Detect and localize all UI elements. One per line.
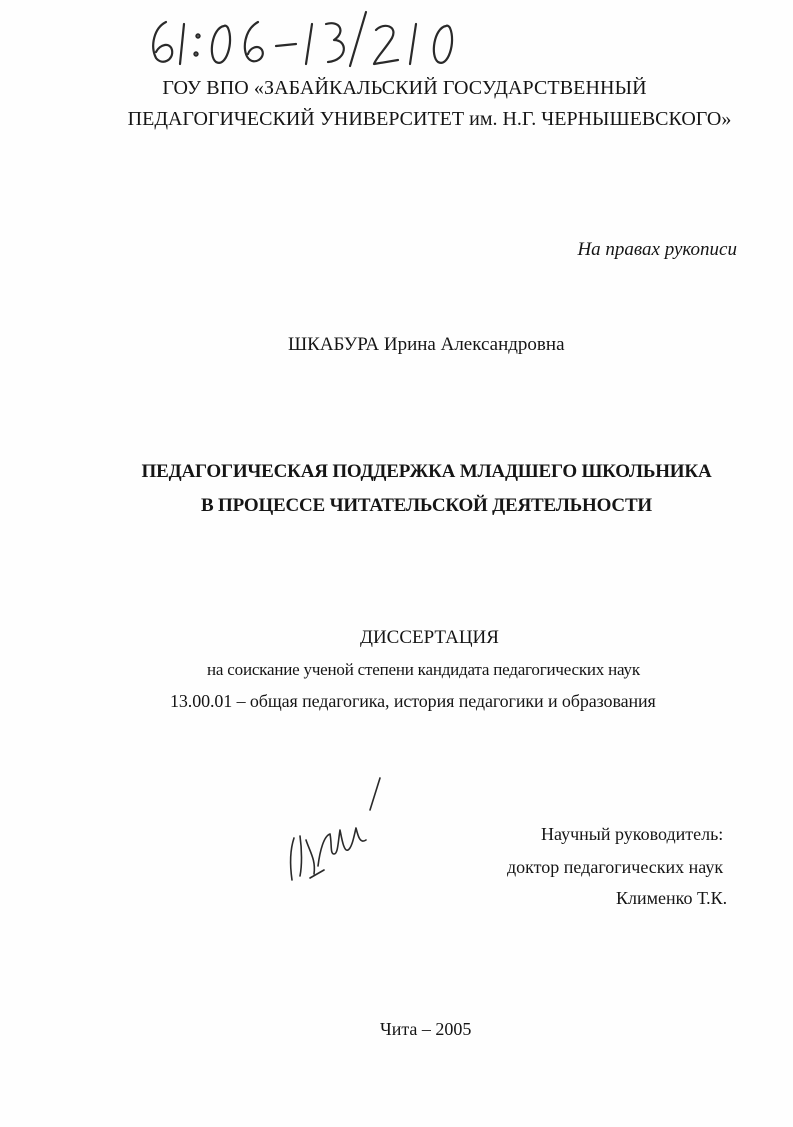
rights-note: На правах рукописи <box>577 239 737 260</box>
handwritten-archive-code <box>140 8 470 70</box>
supervisor-degree: доктор педагогических наук <box>507 857 724 877</box>
institution-line-1: ГОУ ВПО «ЗАБАЙКАЛЬСКИЙ ГОСУДАРСТВЕННЫЙ <box>162 77 647 99</box>
handwritten-signature <box>280 770 400 890</box>
institution-line-2: ПЕДАГОГИЧЕСКИЙ УНИВЕРСИТЕТ им. Н.Г. ЧЕРНЫШЕВСКОГО» <box>127 108 732 130</box>
supervisor-role: Научный руководитель: <box>541 824 724 844</box>
city-year: Чита – 2005 <box>380 1019 472 1039</box>
degree-text: на соискание ученой степени кандидата педагогических наук <box>207 660 640 679</box>
dissertation-title-line-2: В ПРОЦЕССЕ ЧИТАТЕЛЬСКОЙ ДЕЯТЕЛЬНОСТИ <box>200 495 652 516</box>
work-type: ДИССЕРТАЦИЯ <box>360 627 499 648</box>
archive-code-handwriting <box>140 8 470 70</box>
dissertation-title-line-1: ПЕДАГОГИЧЕСКАЯ ПОДДЕРЖКА МЛАДШЕГО ШКОЛЬНИКА <box>141 461 712 482</box>
signature-scribble <box>280 770 400 890</box>
supervisor-name: Клименко Т.К. <box>616 888 728 908</box>
specialty-code: 13.00.01 – общая педагогика, история педагогики и образования <box>170 691 656 711</box>
author-name: ШКАБУРА Ирина Александровна <box>288 334 565 355</box>
